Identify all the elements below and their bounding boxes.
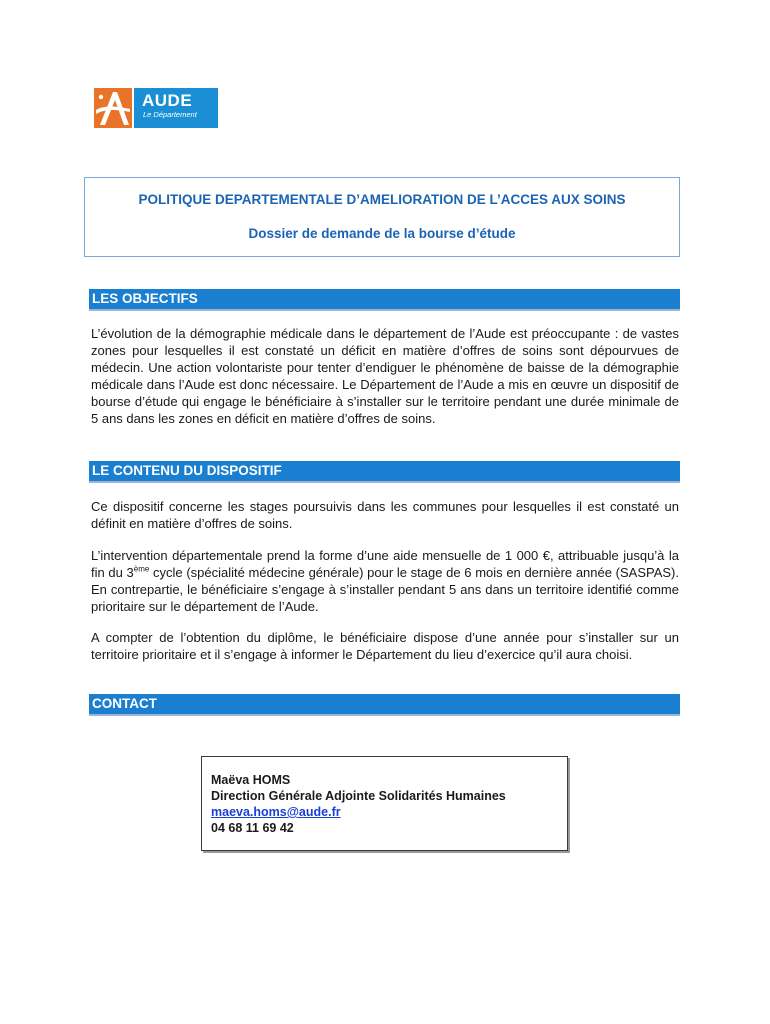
contact-name: Maëva HOMS: [211, 773, 291, 787]
document-subtitle: Dossier de demande de la bourse d’étude: [248, 226, 516, 241]
contenu-paragraph-1: Ce dispositif concerne les stages poursuivis dans les communes pour lesquelles il est constaté un définit en matière d’offres de soins.: [91, 499, 679, 531]
logo-name: AUDE: [142, 91, 193, 110]
aude-logo-mark-icon: [94, 88, 132, 128]
contenu-paragraph-2-end: cycle (spécialité médecine générale) pour le stage de 6 mois en dernière année (SASPAS). En contrepartie, le bénéficiaire s’engage à s’installer pendant 5 ans dans un territoire identifié comme prioritaire sur le département de l’Aude.: [91, 565, 679, 614]
document-title: POLITIQUE DEPARTEMENTALE D’AMELIORATION DE L’ACCES AUX SOINS: [138, 192, 626, 207]
section-heading-objectifs: LES OBJECTIFS: [89, 289, 680, 309]
contenu-paragraph-2: [91, 547, 679, 615]
contact-email-link[interactable]: maeva.homs@aude.fr: [211, 805, 341, 819]
contact-box: [201, 756, 568, 851]
aude-logo-box: [134, 88, 218, 128]
section-heading-contact: CONTACT: [89, 694, 680, 714]
contact-phone: 04 68 11 69 42: [211, 821, 294, 835]
logo-subtitle: Le Département: [143, 110, 197, 119]
document-title-box: [84, 177, 680, 257]
contenu-paragraph-3: A compter de l’obtention du diplôme, le bénéficiaire dispose d’une année pour s’installer sur un territoire prioritaire et il s’engage à informer le Département du lieu d’exercice qu’il aura choisi.: [91, 630, 679, 662]
aude-logo: [94, 88, 218, 128]
contenu-paragraph-2-start: L’intervention départementale prend la forme d’une aide mensuelle de 1 000 €, attribuable jusqu’à la fin du 3: [91, 548, 679, 580]
objectifs-paragraph: L’évolution de la démographie médicale dans le département de l’Aude est préoccupante : de vastes zones pour lesquelles il est constaté un déficit en matière d’offres de soins sont dépourvues de médecin. Une action volontariste pour tenter d’endiguer le phénomène de baisse de la démographie médicale dans l’Aude est donc nécessaire. Le Département de l’Aude a mis en œuvre un dispositif de bourse d’étude qui engage le bénéficiaire à s’installer sur le territoire pendant une durée minimale de 5 ans dans les zones en déficit en matière d’offres de soins.: [91, 326, 679, 426]
section-heading-contenu: LE CONTENU DU DISPOSITIF: [89, 461, 680, 481]
contact-department: Direction Générale Adjointe Solidarités Humaines: [211, 789, 506, 803]
ordinal-superscript: ème: [133, 564, 150, 574]
